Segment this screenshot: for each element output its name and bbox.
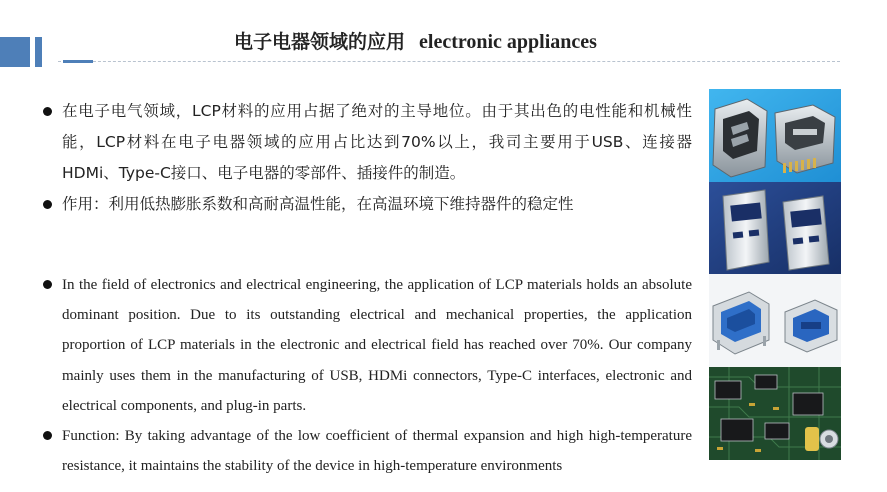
usb-plug-photo xyxy=(709,182,841,274)
bullet-text: Function: By taking advantage of the low coefficient of thermal expansion and high high-temperature resistance, it maintains the stability of the device in high-temperature environments xyxy=(62,428,692,475)
circuit-board-photo xyxy=(709,367,841,460)
header-divider xyxy=(58,61,840,62)
bullet-dot-icon xyxy=(43,200,52,209)
bullet-dot-icon xyxy=(43,431,52,440)
usb3-port-photo xyxy=(709,274,841,367)
bullet-dot-icon xyxy=(43,107,52,116)
page-title xyxy=(234,27,597,57)
type-c-connector-photo xyxy=(709,89,841,182)
header-divider-accent xyxy=(63,60,93,63)
bullet-dot-icon xyxy=(43,280,52,289)
header-decoration-block xyxy=(0,37,30,67)
title-english: electronic appliances xyxy=(419,31,597,53)
header-decoration-stripe xyxy=(35,37,42,67)
bullet-item xyxy=(40,189,692,220)
bullet-item xyxy=(40,270,692,421)
photo-column xyxy=(709,89,841,460)
title-chinese: 电子电器领域的应用 xyxy=(234,31,406,53)
bullet-text: In the field of electronics and electrical engineering, the application of LCP materials holds an absolute dominant position. Due to its outstanding electrical and mechanical properties, the application proportion of LCP materials in the electronic and electrical field has reached over 70%. Our company mainly uses them in the manufacturing of USB, HDMi connectors, Type-C interfaces, electronic and electrical components, and plug-in parts. xyxy=(62,277,692,414)
bullet-item xyxy=(40,421,692,481)
bullet-text: 在电子电气领域，LCP材料的应用占据了绝对的主导地位。由于其出色的电性能和机械性能，LCP材料在电子电器领域的应用占比达到70%以上，我司主要用于USB、连接器HDMi、Type-C接口、电子电器的零部件、插接件的制造。 xyxy=(62,102,692,182)
bullet-item xyxy=(40,96,692,189)
bullet-list xyxy=(40,96,692,481)
bullet-text: 作用：利用低热膨胀系数和高耐高温性能，在高温环境下维持器件的稳定性 xyxy=(62,195,574,213)
